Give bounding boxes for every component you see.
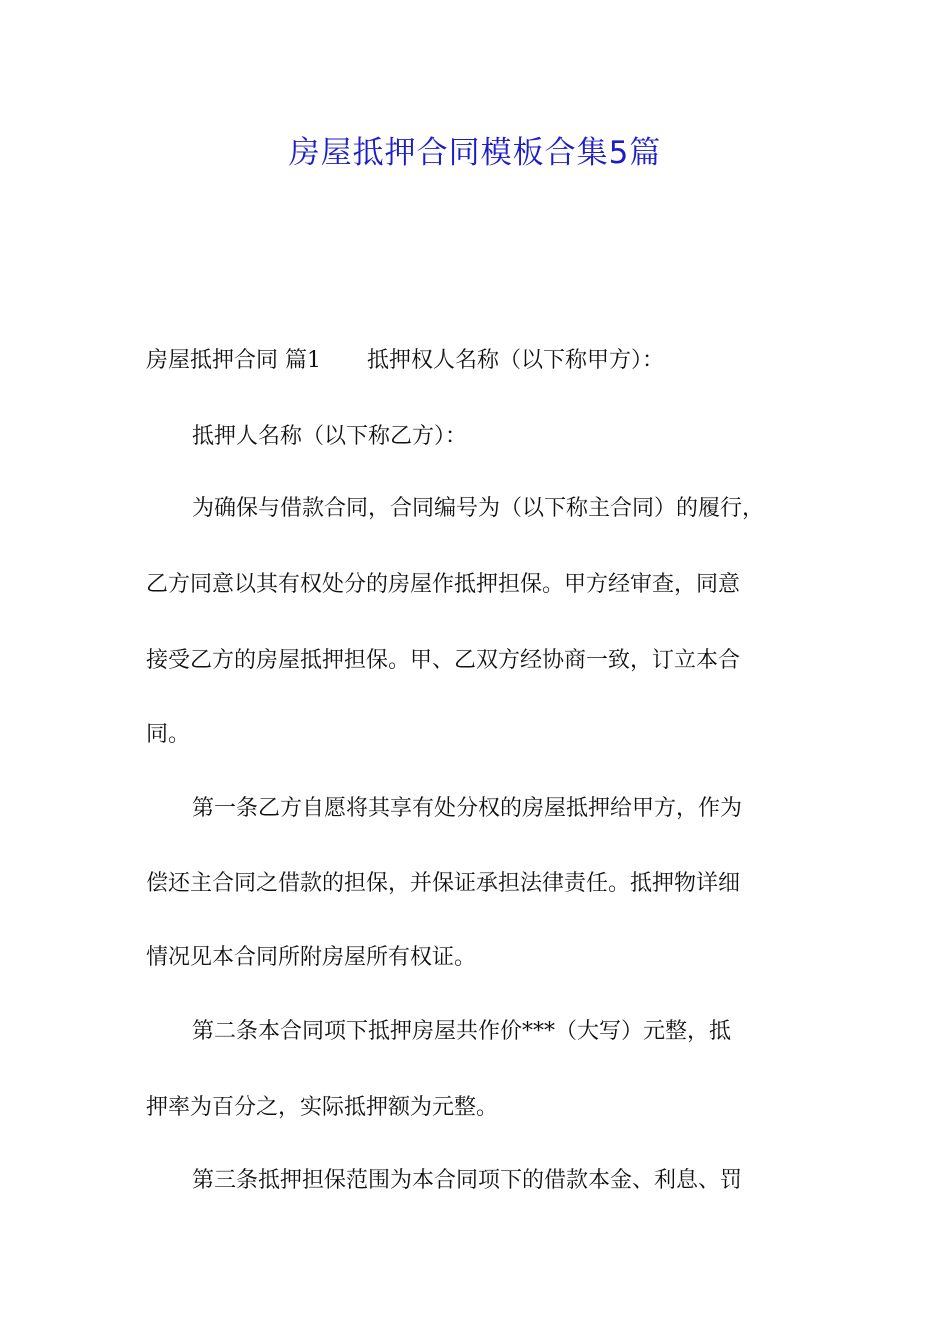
text-line: 押率为百分之，实际抵押额为元整。 bbox=[146, 1095, 499, 1120]
text-line: 抵押人名称（以下称乙方）： bbox=[192, 424, 468, 449]
text-line: 第一条乙方自愿将其享有处分权的房屋抵押给甲方，作为 bbox=[192, 796, 743, 821]
document-title: 房屋抵押合同模板合集5篇 bbox=[288, 135, 662, 171]
text-line: 乙方同意以其有权处分的房屋作抵押担保。甲方经审查，同意 bbox=[146, 572, 741, 597]
text-line: 偿还主合同之借款的担保，并保证承担法律责任。抵押物详细 bbox=[146, 871, 741, 896]
text-line: 情况见本合同所附房屋所有权证。 bbox=[146, 945, 477, 970]
text-line: 抵押权人名称（以下称甲方）： bbox=[367, 348, 665, 373]
text-line: 为确保与借款合同，合同编号为（以下称主合同）的履行， bbox=[192, 496, 765, 521]
text-line: 第三条抵押担保范围为本合同项下的借款本金、利息、罚 bbox=[192, 1168, 743, 1193]
text-line: 同。 bbox=[146, 722, 191, 747]
text-line: 第二条本合同项下抵押房屋共作价***（大写）元整，抵 bbox=[192, 1019, 732, 1044]
paragraph-first-line bbox=[146, 346, 816, 376]
text-line: 接受乙方的房屋抵押担保。甲、乙双方经协商一致，订立本合 bbox=[146, 648, 741, 673]
section-heading: 房屋抵押合同 篇1 bbox=[146, 348, 321, 373]
